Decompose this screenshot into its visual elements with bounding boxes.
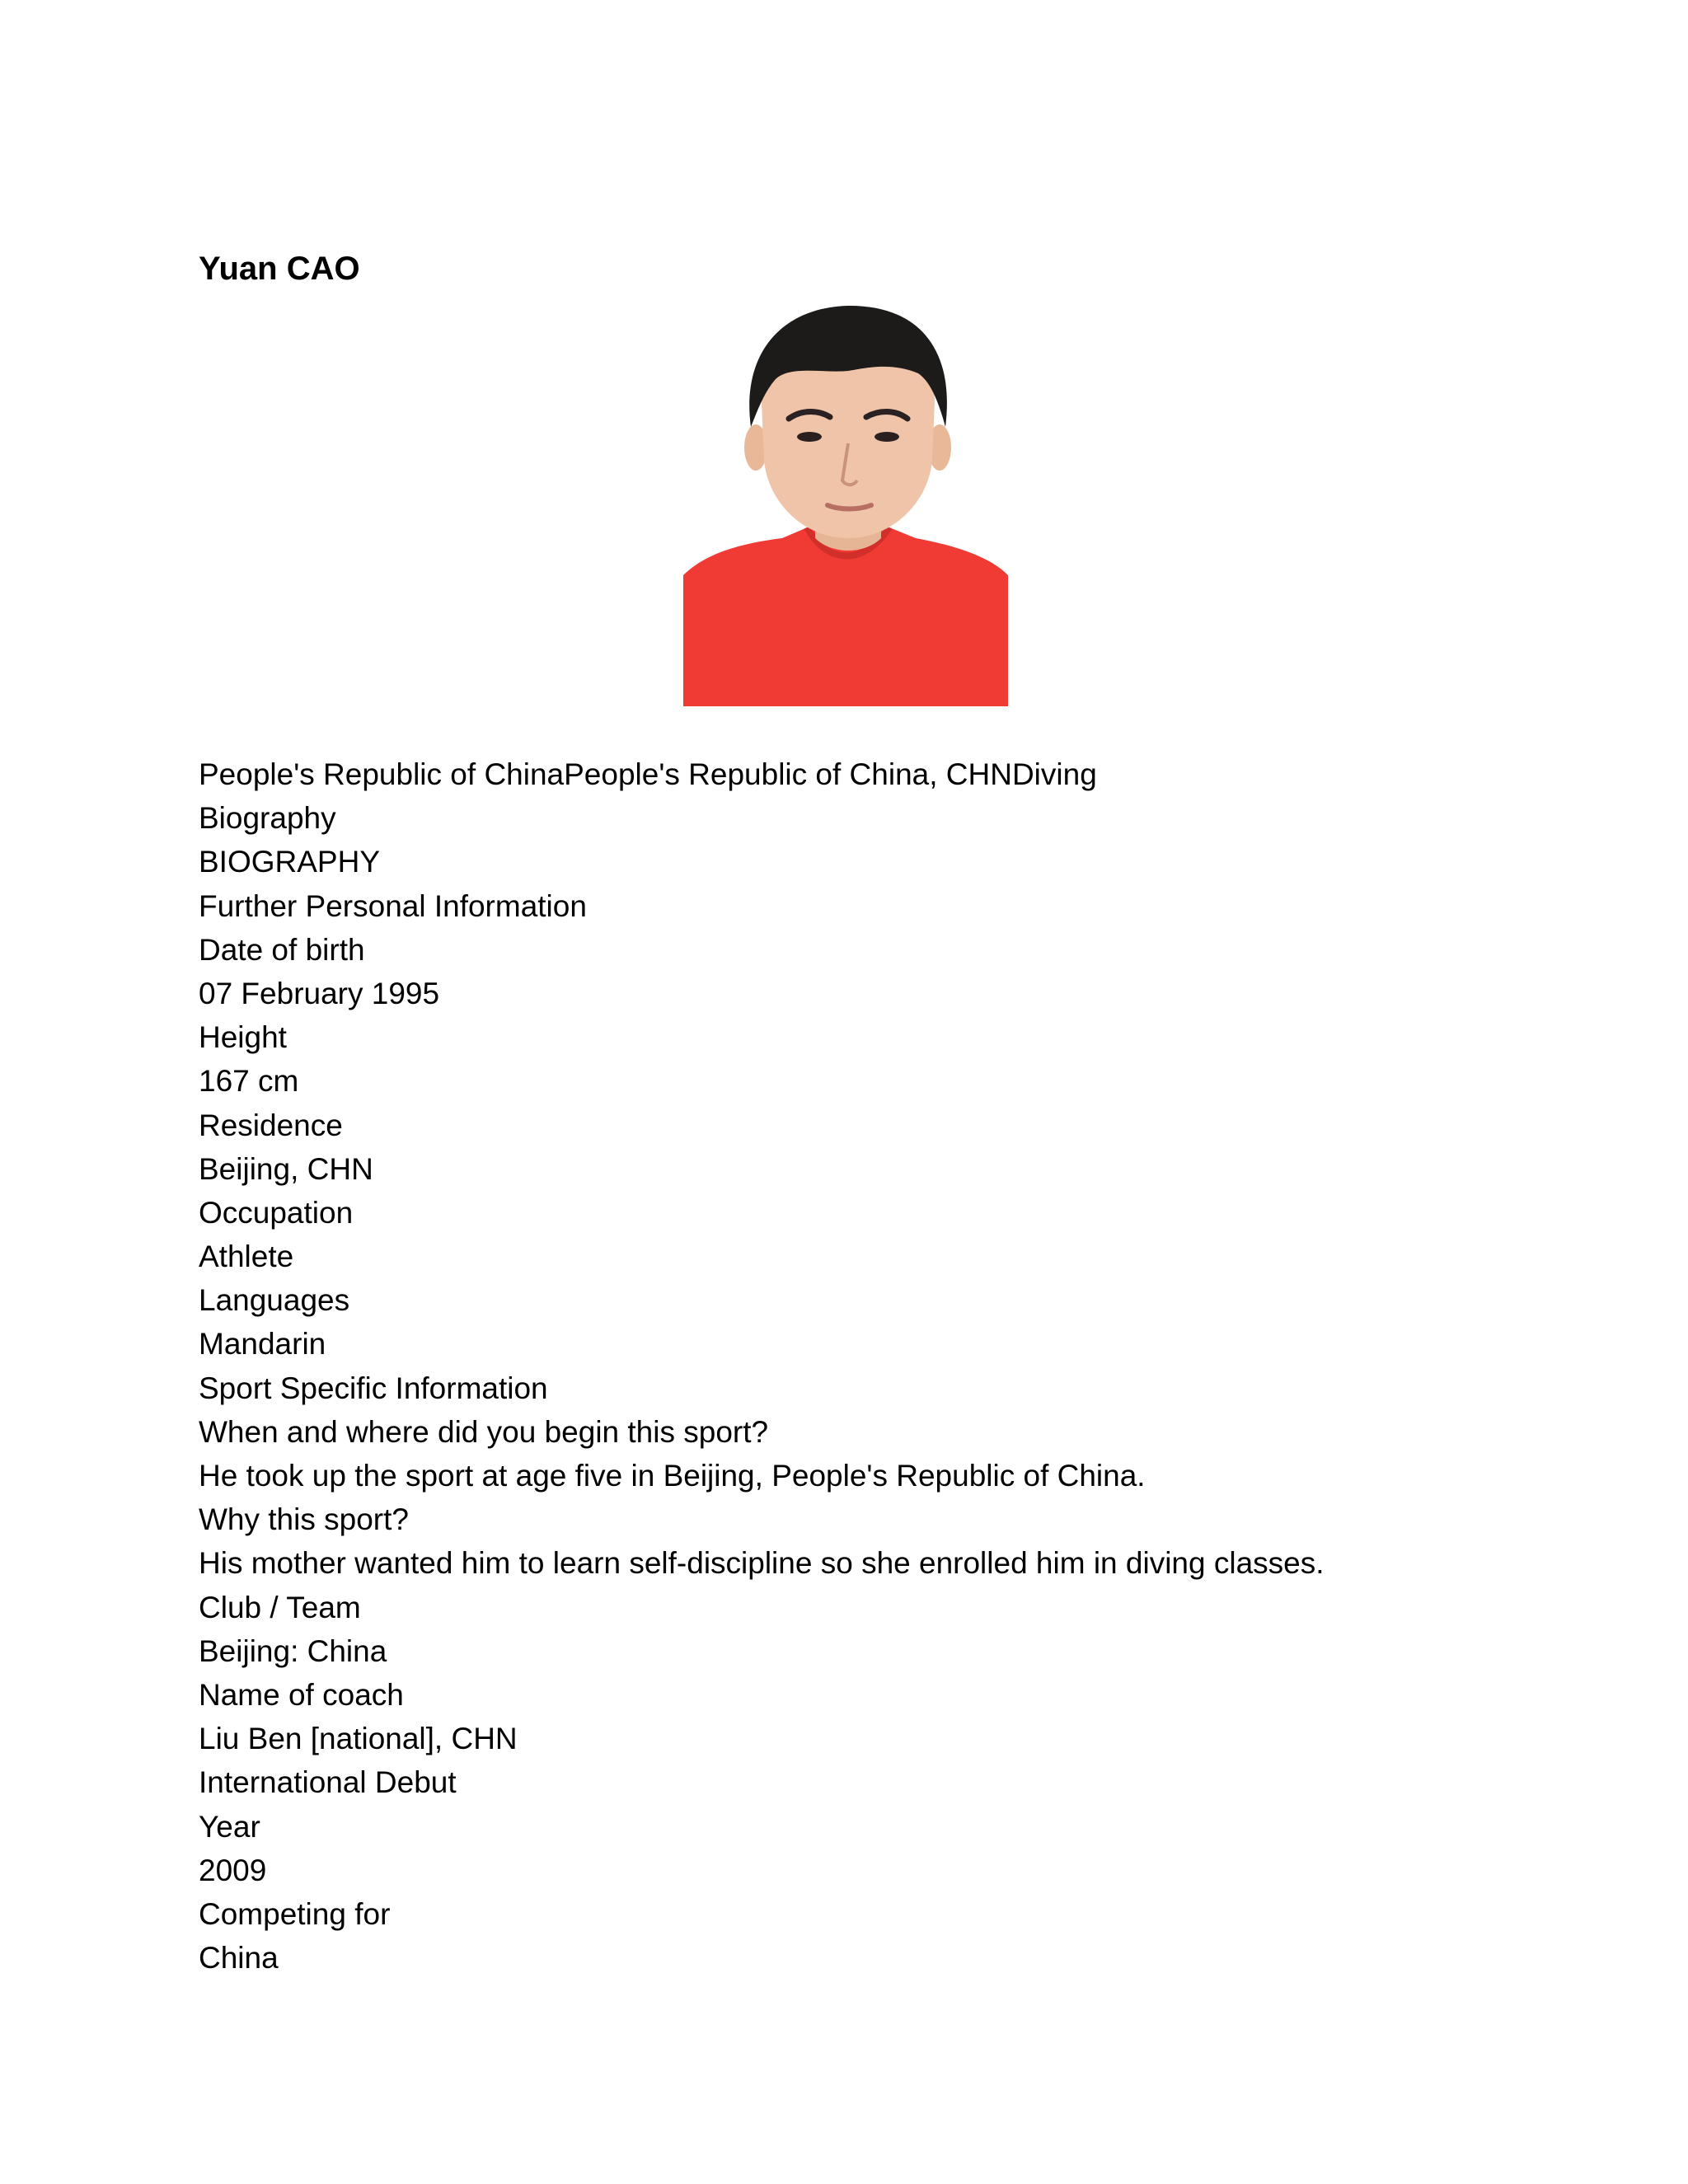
field-value: Liu Ben [national], CHN xyxy=(199,1722,518,1756)
field-label: Languages xyxy=(199,1283,350,1318)
field-label: Competing for xyxy=(199,1896,391,1931)
question-label: When and where did you begin this sport? xyxy=(199,1414,769,1449)
athlete-name-heading: Yuan CAO xyxy=(199,251,360,287)
field-label: Club / Team xyxy=(199,1590,361,1624)
field-label: Year xyxy=(199,1809,260,1844)
athlete-portrait-photo xyxy=(683,303,1008,706)
section-heading: BIOGRAPHY xyxy=(199,845,380,879)
section-heading: Further Personal Information xyxy=(199,888,587,923)
field-value: Mandarin xyxy=(199,1327,326,1361)
section-heading: Sport Specific Information xyxy=(199,1371,548,1405)
field-value: Athlete xyxy=(199,1240,294,1274)
field-label: Height xyxy=(199,1020,287,1055)
field-value: China xyxy=(199,1941,279,1975)
field-label: Name of coach xyxy=(199,1677,404,1712)
question-label: Why this sport? xyxy=(199,1502,409,1537)
field-label: Residence xyxy=(199,1108,343,1142)
section-heading: Biography xyxy=(199,801,336,836)
field-label: Occupation xyxy=(199,1195,354,1230)
answer-text: He took up the sport at age five in Beijing, People's Republic of China. xyxy=(199,1459,1146,1493)
field-value: Beijing: China xyxy=(199,1633,387,1668)
field-value: 2009 xyxy=(199,1853,267,1887)
field-value: Beijing, CHN xyxy=(199,1151,373,1186)
biography-lines xyxy=(199,752,1600,1980)
answer-text: His mother wanted him to learn self-discipline so she enrolled him in diving classes. xyxy=(199,1546,1325,1581)
field-value: 167 cm xyxy=(199,1064,299,1099)
field-value: 07 February 1995 xyxy=(199,976,440,1010)
section-heading: International Debut xyxy=(199,1765,457,1800)
field-label: Date of birth xyxy=(199,932,365,967)
team-sport-line: People's Republic of ChinaPeople's Republic of China, CHNDiving xyxy=(199,757,1097,791)
